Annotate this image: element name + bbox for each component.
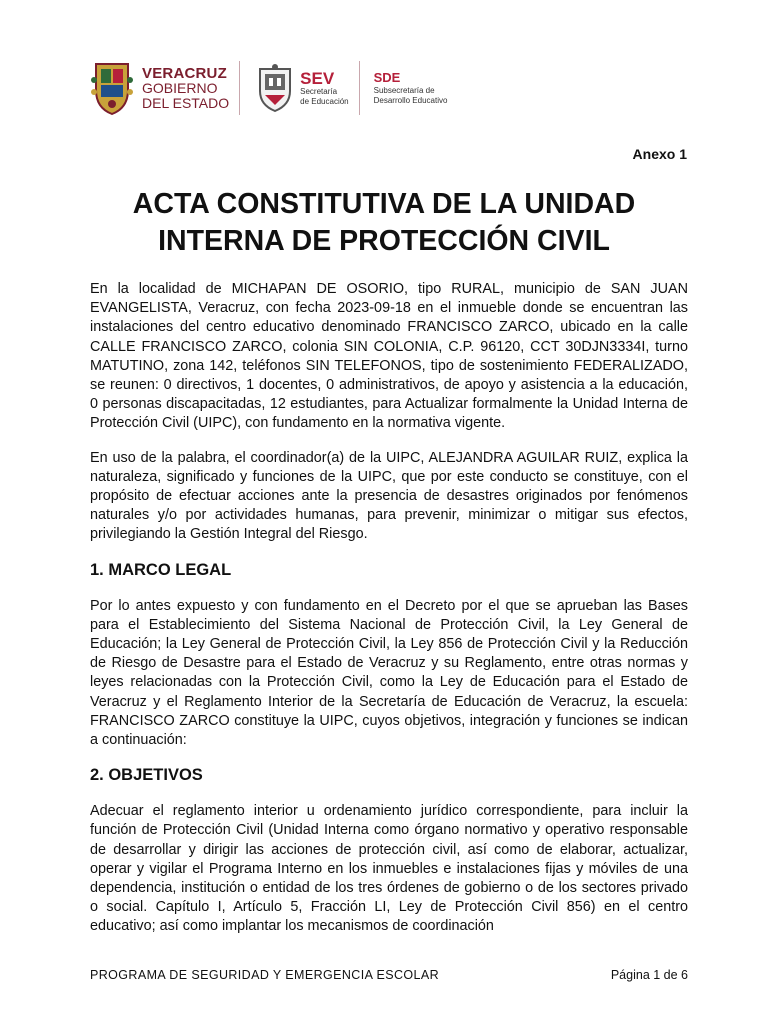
legal-paragraph: Por lo antes expuesto y con fundamento en el Decreto por el que se aprueban las Bases para el Establecimiento del Sistema Nacional de Protección Civil, la Ley General de Educación; la Ley General de Protección Civil, la Ley 856 de Protección Civil y la Reducción de Riesgo de Desastre para el Estado de Veracruz y su Reglamento, entre otras normas y leyes relacionadas con la Protección Civil, como la Ley de Educación para el Estado de Veracruz y el Reglamento Interior de la Secretaría de Educación de Veracruz, la escuela: FRANCISCO ZARCO constituye la UIPC, cuyos objetivos, integración y funciones se indican a continuación: — [90, 597, 688, 749]
intro-paragraph: En la localidad de MICHAPAN DE OSORIO, tipo RURAL, municipio de SAN JUAN EVANGELISTA, Veracruz, con fecha 2023-09-18 en el inmueble donde se encuentran las instalaciones del centro educativo denominado FRANCISCO ZARCO, ubicado en la calle CALLE FRANCISCO ZARCO, colonia SIN COLONIA, C.P. 96120, CCT 30DJN3334I, turno MATUTINO, zona 142, teléfonos SIN TELEFONOS, tipo de sostenimiento FEDERALIZADO, se reunen: 0 directivos, 1 docentes, 0 administrativos, de apoyo y asistencia a la educación, 0 personas discapacitadas, 12 estudiantes, para Actualizar formalmente la Unidad Interna de Protección Civil (UIPC), con fundamento en la normativa vigente. — [90, 281, 688, 432]
sev-logo-text — [300, 70, 348, 107]
page-footer — [90, 968, 688, 982]
document-title-line2: INTERNA DE PROTECCIÓN CIVIL — [158, 225, 610, 257]
veracruz-logo-line3: DEL ESTADO — [142, 94, 230, 111]
header-divider — [239, 61, 240, 115]
document-title — [90, 186, 678, 260]
veracruz-logo-line1: VERACRUZ — [142, 64, 227, 82]
annex-label: Anexo 1 — [632, 146, 687, 162]
coordinator-paragraph: En uso de la palabra, el coordinador(a) de la UIPC, ALEJANDRA AGUILAR RUIZ, explica la naturaleza, significado y funciones de la UIPC, que por este conducto se constituye, con el propósito de efectuar acciones ante la presencia de desastres originados por fenómenos naturales y/o por actividades humanas, para prevenir, minimizar o mitigar sus efectos, privilegiando la Gestión Integral del Riesgo. — [90, 449, 688, 543]
footer-page-number: Página 1 de 6 — [610, 968, 688, 982]
sde-logo — [374, 70, 448, 106]
veracruz-logo-line2: GOBIERNO — [142, 79, 218, 96]
section-heading-objetivos: 2. OBJETIVOS — [90, 766, 203, 785]
objectives-paragraph: Adecuar el reglamento interior u ordenamiento jurídico correspondiente, para incluir la función de Protección Civil (Unidad Interna como órgano normativo y operativo responsable de desarrollar y dirigir las acciones de protección civil, así como de elaborar, actualizar, operar y vigilar el Programa Interno en los inmuebles e instalaciones fijas y móviles de una dependencia, institución o entidad de los tres órdenes de gobierno o de los sectores privado o social. Capítulo I, Artículo 5, Fracción LI, Ley de Protección Civil 856) en el centro educativo; así como implantar los mecanismos de coordinación — [90, 803, 688, 935]
header-divider-2 — [359, 61, 360, 115]
sev-logo-line2: de Educación — [300, 96, 349, 106]
sde-logo-title: SDE — [373, 70, 401, 85]
sde-logo-line2: Desarrollo Educativo — [373, 96, 448, 105]
document-title-line1: ACTA CONSTITUTIVA DE LA UNIDAD — [132, 188, 636, 220]
veracruz-government-logo — [90, 60, 229, 116]
veracruz-logo-text — [142, 66, 229, 111]
sev-logo-line1: Secretaría — [300, 86, 338, 96]
sev-shield-icon — [256, 63, 294, 113]
veracruz-crest-icon — [90, 60, 134, 116]
document-header — [90, 52, 690, 124]
sde-logo-line1: Subsecretaría de — [373, 86, 435, 95]
sev-logo — [256, 63, 348, 113]
document-body — [90, 280, 688, 952]
footer-program-name: PROGRAMA DE SEGURIDAD Y EMERGENCIA ESCOLAR — [90, 968, 440, 982]
sev-logo-title: SEV — [300, 68, 335, 88]
section-heading-marco-legal: 1. MARCO LEGAL — [90, 560, 232, 579]
